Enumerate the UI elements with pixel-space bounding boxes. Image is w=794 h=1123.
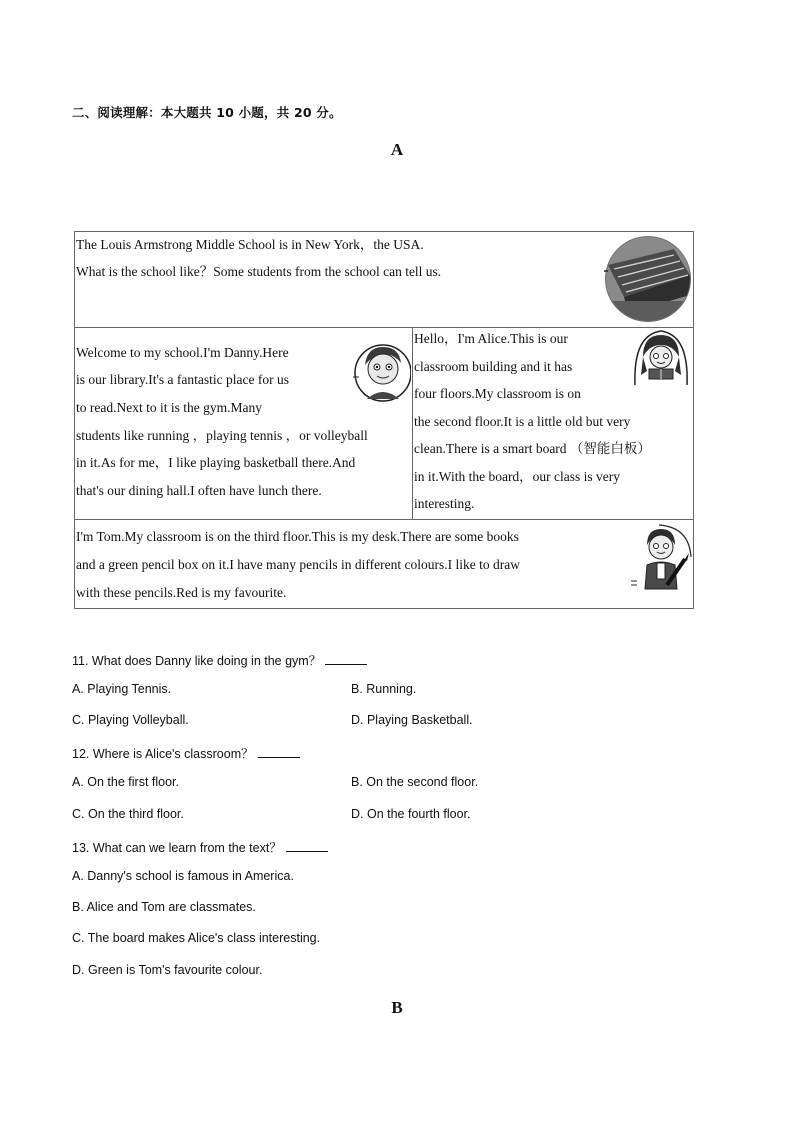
danny-line: in it.As for me，I like playing basketball there.And bbox=[76, 455, 356, 470]
option-c[interactable]: C. Playing Volleyball. bbox=[72, 713, 189, 727]
answer-blank[interactable] bbox=[258, 745, 300, 758]
option-a[interactable]: A. On the first floor. bbox=[72, 775, 179, 789]
tom-line: and a green pencil box on it.I have many pencils in different colours.I like to draw bbox=[76, 557, 520, 572]
alice-line: four floors.My classroom is on bbox=[414, 386, 581, 401]
intro-line: The Louis Armstrong Middle School is in New York，the USA. bbox=[76, 237, 424, 252]
option-c[interactable]: C. The board makes Alice's class interesting. bbox=[72, 931, 321, 945]
passage-table bbox=[74, 231, 694, 609]
option-b[interactable]: B. On the second floor. bbox=[351, 775, 479, 789]
alice-line: clean.There is a smart board （智能白板） bbox=[414, 441, 651, 456]
tom-line: with these pencils.Red is my favourite. bbox=[76, 585, 287, 600]
answer-blank[interactable] bbox=[286, 839, 328, 852]
danny-line: that's our dining hall.I often have lunch there. bbox=[76, 483, 322, 498]
danny-line: to read.Next to it is the gym.Many bbox=[76, 400, 262, 415]
option-d[interactable]: D. Playing Basketball. bbox=[351, 713, 473, 727]
danny-cell bbox=[74, 327, 413, 519]
option-b[interactable]: B. Alice and Tom are classmates. bbox=[72, 900, 256, 914]
alice-line: Hello，I'm Alice.This is our bbox=[414, 331, 568, 346]
alice-line: in it.With the board，our class is very bbox=[414, 469, 621, 484]
boy-with-pencil-avatar-icon bbox=[629, 523, 693, 600]
question-stem: 13. What can we learn from the text？ bbox=[72, 838, 328, 856]
option-d[interactable]: D. Green is Tom's favourite colour. bbox=[72, 963, 263, 977]
alice-cell bbox=[413, 327, 694, 519]
option-a[interactable]: A. Danny's school is famous in America. bbox=[72, 869, 294, 883]
question-stem: 12. Where is Alice's classroom？ bbox=[72, 744, 300, 762]
part-a-heading: A bbox=[390, 140, 404, 159]
danny-line: is our library.It's a fantastic place for us bbox=[76, 372, 289, 387]
intro-cell bbox=[74, 231, 694, 328]
tom-cell bbox=[74, 520, 694, 609]
tom-line: I'm Tom.My classroom is on the third floor.This is my desk.There are some books bbox=[76, 529, 519, 544]
boy-avatar-icon bbox=[353, 339, 411, 410]
section-heading: 二、阅读理解：本大题共 10 小题，共 20 分。 bbox=[72, 105, 342, 120]
alice-line: classroom building and it has bbox=[414, 359, 573, 374]
danny-line: Welcome to my school.I'm Danny.Here bbox=[76, 345, 289, 360]
option-d[interactable]: D. On the fourth floor. bbox=[351, 807, 471, 821]
alice-line: the second floor.It is a little old but very bbox=[414, 414, 631, 429]
question-stem: 11. What does Danny like doing in the gym？ bbox=[72, 651, 367, 669]
option-a[interactable]: A. Playing Tennis. bbox=[72, 682, 172, 696]
alice-line: interesting. bbox=[414, 496, 475, 511]
part-b-heading: B bbox=[391, 998, 403, 1017]
answer-blank[interactable] bbox=[325, 652, 367, 665]
school-building-photo-icon bbox=[604, 235, 692, 328]
girl-reading-avatar-icon bbox=[629, 327, 693, 392]
option-b[interactable]: B. Running. bbox=[351, 682, 417, 696]
intro-line: What is the school like？Some students from the school can tell us. bbox=[76, 264, 442, 279]
danny-line: students like running ，playing tennis ，or volleyball bbox=[76, 428, 368, 443]
option-c[interactable]: C. On the third floor. bbox=[72, 807, 184, 821]
